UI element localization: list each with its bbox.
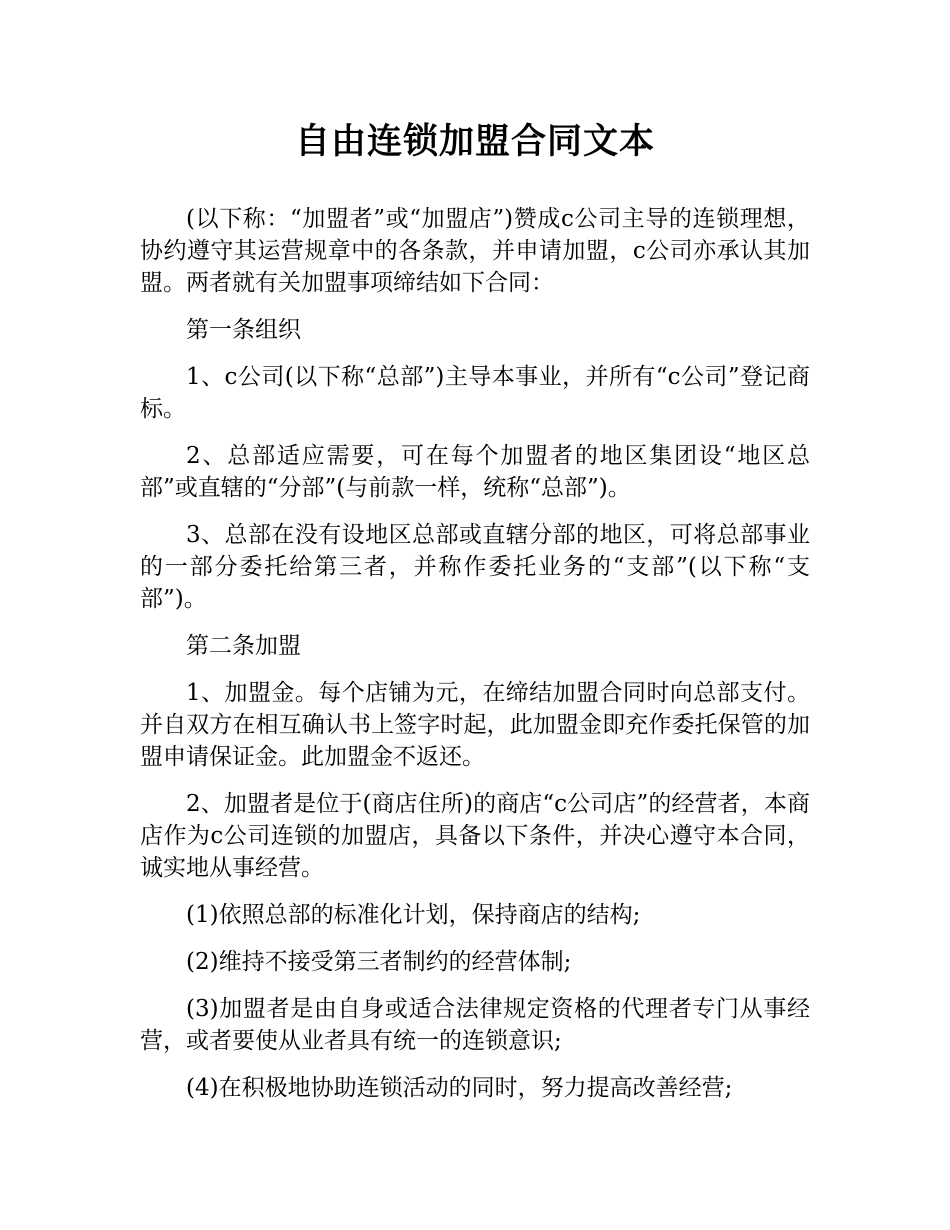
paragraph: 3、总部在没有设地区总部或直辖分部的地区，可将总部事业的一部分委托给第三者，并称作委托业务的“支部”(以下称“支部”)。 (140, 522, 810, 612)
paragraph: 2、总部适应需要，可在每个加盟者的地区集团设“地区总部”或直辖的“分部”(与前款一样，统称“总部”)。 (140, 443, 810, 501)
paragraph: 2、加盟者是位于(商店住所)的商店“c公司店”的经营者，本商店作为c公司连锁的加盟店，具备以下条件，并决心遵守本合同，诚实地从事经营。 (140, 791, 810, 881)
list-item: (2)维持不接受第三者制约的经营体制; (186, 949, 572, 975)
paragraph: 1、加盟金。每个店铺为元，在缔结加盟合同时向总部支付。并自双方在相互确认书上签字时起，此加盟金即充作委托保管的加盟申请保证金。此加盟金不返还。 (140, 680, 810, 770)
paragraph: 1、c公司(以下称“总部”)主导本事业，并所有“c公司”登记商标。 (140, 364, 810, 422)
paragraph-preamble: (以下称：“加盟者”或“加盟店”)赞成c公司主导的连锁理想，协约遵守其运营规章中的各条款，并申请加盟，c公司亦承认其加盟。两者就有关加盟事项缔结如下合同： (140, 206, 810, 296)
list-item: (3)加盟者是由自身或适合法律规定资格的代理者专门从事经营，或者要使从业者具有统一的连锁意识; (140, 996, 810, 1054)
document-body (140, 203, 810, 1119)
list-item: (1)依照总部的标准化计划，保持商店的结构; (186, 902, 641, 928)
list-item: (4)在积极地协助连锁活动的同时，努力提高改善经营; (186, 1075, 733, 1101)
section-heading-2: 第二条加盟 (186, 633, 301, 659)
document-title: 自由连锁加盟合同文本 (294, 122, 655, 162)
section-heading-1: 第一条组织 (186, 317, 301, 343)
